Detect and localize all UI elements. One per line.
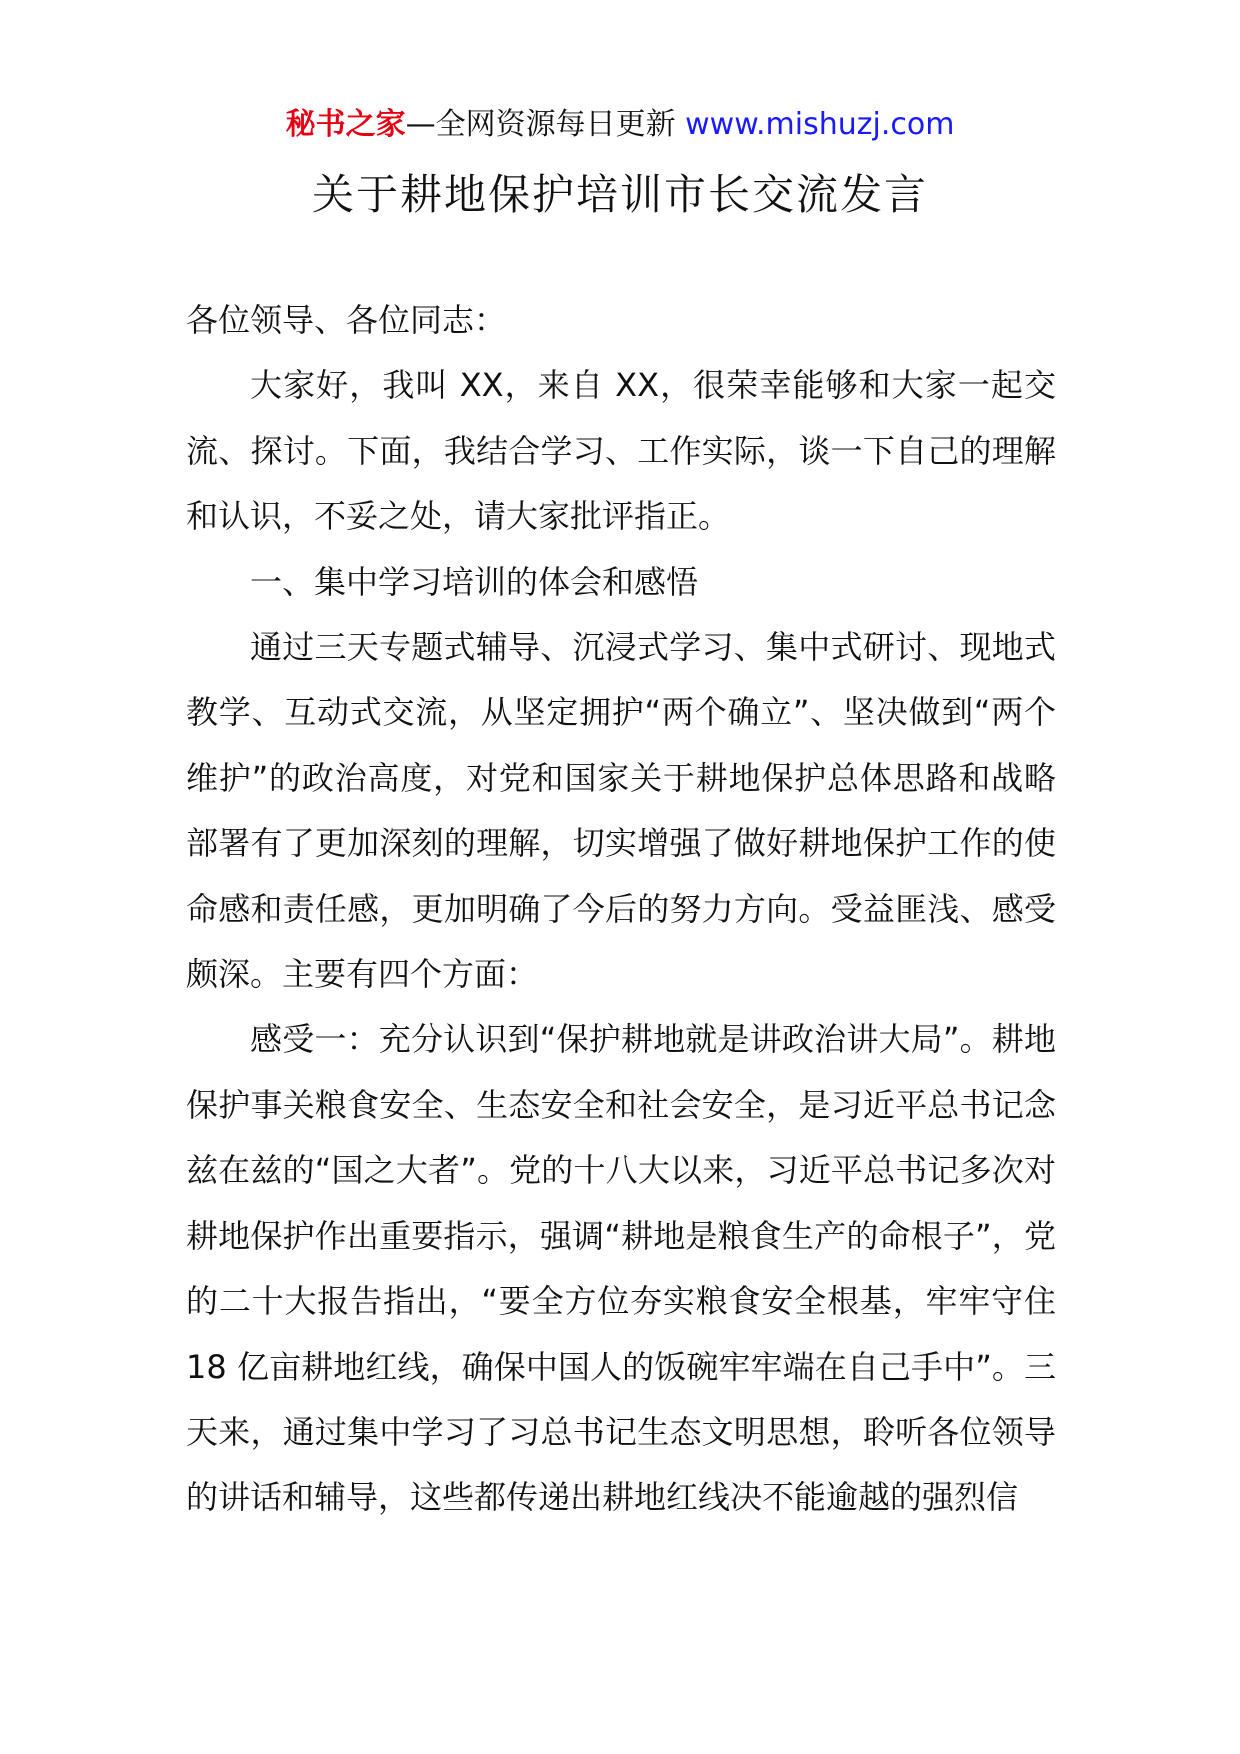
document-title: 关于耕地保护培训市长交流发言	[311, 170, 928, 219]
site-header	[0, 100, 1240, 150]
document-body	[186, 288, 1056, 1531]
paragraph-intro: 大家好，我叫 XX，来自 XX，很荣幸能够和大家一起交流、探讨。下面，我结合学习、工作实际，谈一下自己的理解和认识，不妥之处，请大家批评指正。	[186, 366, 1056, 536]
paragraph-training: 通过三天专题式辅导、沉浸式学习、集中式研讨、现地式教学、互动式交流，从坚定拥护“两个确立”、坚决做到“两个维护”的政治高度，对党和国家关于耕地保护总体思路和战略部署有了更加深刻的理解，切实增强了做好耕地保护工作的使命感和责任感，更加明确了今后的努力方向。受益匪浅、感受颇深。主要有四个方面：	[186, 628, 1056, 994]
site-url-link[interactable]: www.mishuzj.com	[685, 107, 955, 142]
section-heading: 一、集中学习培训的体会和感悟	[250, 562, 699, 601]
paragraph-feeling-one: 感受一：充分认识到“保护耕地就是讲政治讲大局”。耕地保护事关粮食安全、生态安全和社会安全，是习近平总书记念兹在兹的“国之大者”。党的十八大以来，习近平总书记多次对耕地保护作出重要指示，强调“耕地是粮食生产的命根子”，党的二十大报告指出，“要全方位夯实粮食安全根基，牢牢守住 18 亿亩耕地红线，确保中国人的饭碗牢牢端在自己手中”。三天来，通过集中学习了习总书记生态文明思想，聆听各位领导的讲话和辅导，这些都传递出耕地红线决不能逾越的强烈信	[186, 1020, 1056, 1517]
header-tagline: —全网资源每日更新	[405, 107, 676, 142]
brand-name: 秘书之家	[285, 107, 406, 142]
salutation: 各位领导、各位同志：	[186, 301, 507, 339]
